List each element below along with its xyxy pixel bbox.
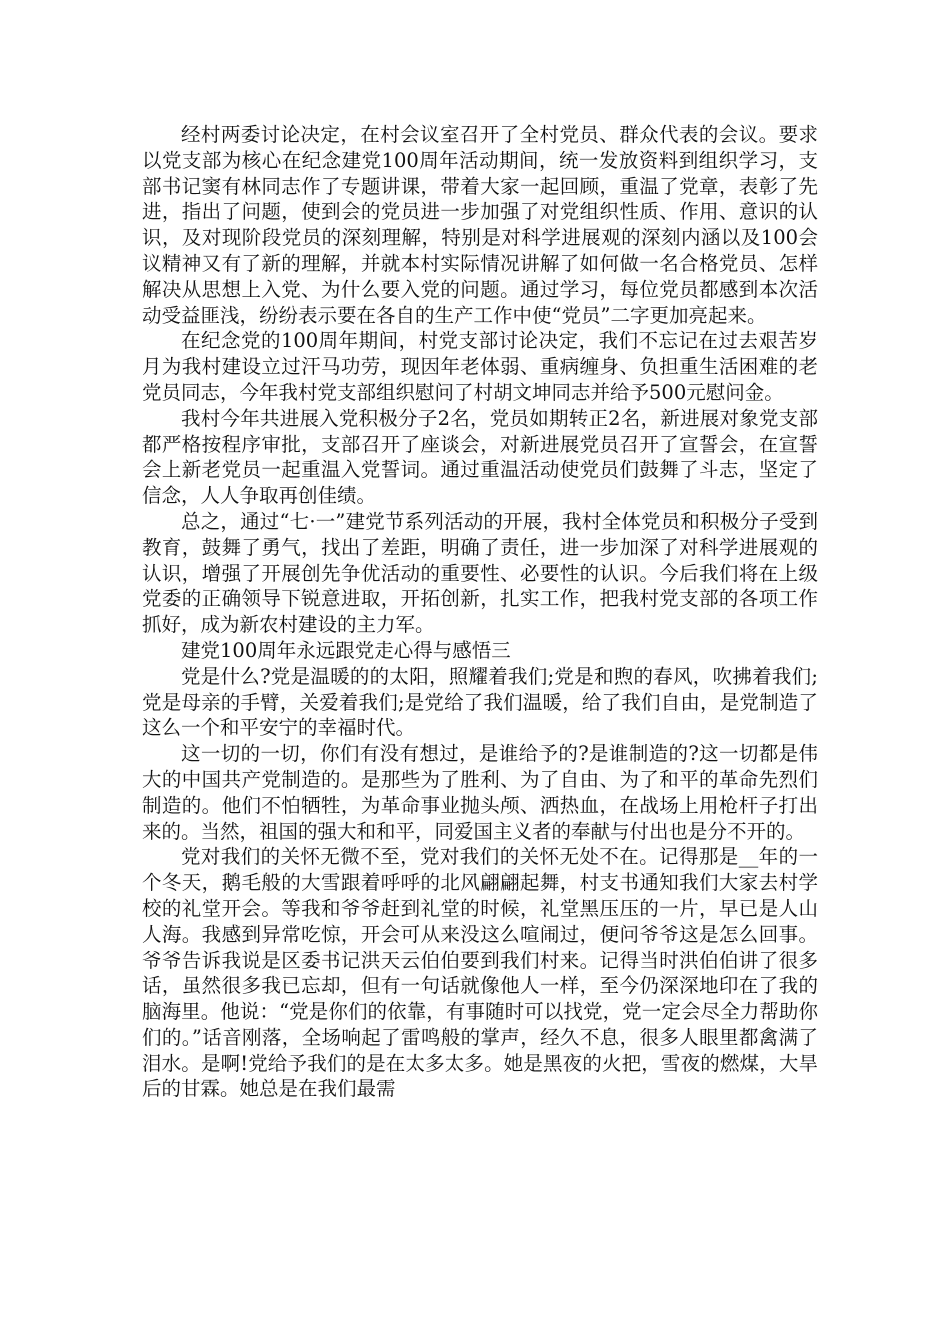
paragraph: 经村两委讨论决定，在村会议室召开了全村党员、群众代表的会议。要求以党支部为核心在纪念建党100周年活动期间，统一发放资料到组织学习，支部书记窦有林同志作了专题讲课，带着大家一起回顾，重温了党章，表彰了先进，指出了问题，使到会的党员进一步加强了对党组织性质、作用、意识的认识，及对现阶段党员的深刻理解，特别是对科学进展观的深刻内涵以及100会议精神又有了新的理解，并就本村实际情况讲解了如何做一名合格党员、怎样解决从思想上入党、为什么要入党的问题。通过学习，每位党员都感到本次活动受益匪浅，纷纷表示要在各自的生产工作中使“党员”二字更加亮起来。	[142, 123, 818, 327]
paragraph: 这一切的一切，你们有没有想过，是谁给予的?是谁制造的?这一切都是伟大的中国共产党制造的。是那些为了胜利、为了自由、为了和平的革命先烈们制造的。他们不怕牺牲，为革命事业抛头颅、洒热血，在战场上用枪杆子打出来的。当然，祖国的强大和和平，同爱国主义者的奉献与付出也是分不开的。	[142, 742, 818, 843]
document-body	[142, 122, 818, 1102]
section-heading: 建党100周年永远跟党走心得与感悟三	[181, 638, 511, 662]
paragraph: 在纪念党的100周年期间，村党支部讨论决定，我们不忘记在过去艰苦岁月为我村建设立过汗马功劳，现因年老体弱、重病缠身、负担重生活困难的老党员同志，今年我村党支部组织慰问了村胡文坤同志并给予500元慰问金。	[142, 329, 818, 404]
paragraph: 总之，通过“七·一”建党节系列活动的开展，我村全体党员和积极分子受到教育，鼓舞了勇气，找出了差距，明确了责任，进一步加深了对科学进展观的认识，增强了开展创先争优活动的重要性、必要性的认识。今后我们将在上级党委的正确领导下锐意进取，开拓创新，扎实工作，把我村党支部的各项工作抓好，成为新农村建设的主力军。	[142, 509, 818, 637]
paragraph: 我村今年共进展入党积极分子2名，党员如期转正2名，新进展对象党支部都严格按程序审批，支部召开了座谈会，对新进展党员召开了宣誓会，在宣誓会上新老党员一起重温入党誓词。通过重温活动使党员们鼓舞了斗志，坚定了信念，人人争取再创佳绩。	[142, 406, 818, 508]
paragraph: 党对我们的关怀无微不至，党对我们的关怀无处不在。记得那是__年的一个冬天，鹅毛般的大雪跟着呼呼的北风翩翩起舞，村支书通知我们大家去村学校的礼堂开会。等我和爷爷赶到礼堂的时候，礼堂黑压压的一片，早已是人山人海。我感到异常吃惊，开会可从来没这么喧闹过，便问爷爷这是怎么回事。爷爷告诉我说是区委书记洪天云伯伯要到我们村来。记得当时洪伯伯讲了很多话，虽然很多我已忘却，但有一句话就像他人一样，至今仍深深地印在了我的脑海里。他说：“党是你们的依靠，有事随时可以找党，党一定会尽全力帮助你们的。”话音刚落，全场响起了雷鸣般的掌声，经久不息，很多人眼里都禽满了泪水。是啊!党给予我们的是在太多太多。她是黑夜的火把，雪夜的燃煤，大旱后的甘霖。她总是在我们最需	[142, 845, 818, 1101]
paragraph: 党是什么?党是温暖的的太阳，照耀着我们;党是和煦的春风，吹拂着我们;党是母亲的手臂，关爱着我们;是党给了我们温暖，给了我们自由，是党制造了这么一个和平安宁的幸福时代。	[142, 664, 818, 740]
